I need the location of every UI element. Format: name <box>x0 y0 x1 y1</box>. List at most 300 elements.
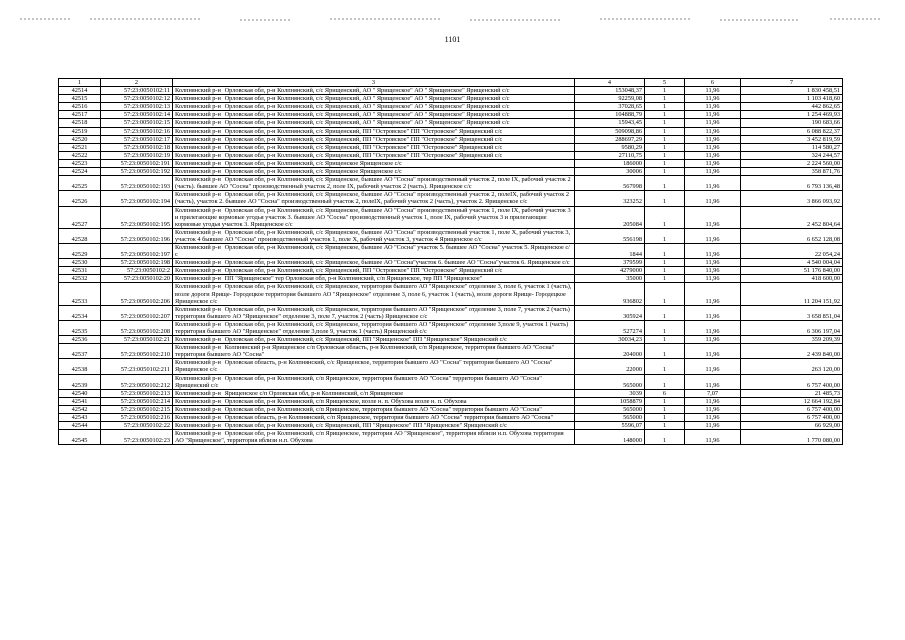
district-name: Колпнянский р-н <box>175 336 221 344</box>
cadastral-number: 57:23:0050102:15 <box>101 119 173 127</box>
rate-value: 11,96 <box>685 305 741 320</box>
cadastral-value: 6 652 128,08 <box>741 228 843 243</box>
address <box>173 119 575 127</box>
address-text: Орловская обл, р-н Колпнянский, с/с Ярищенский, ПП "Островское" ПП "Островское" Ярищенский с/с <box>224 127 503 135</box>
area-value: 104888,79 <box>575 111 645 119</box>
quantity-value: 6 <box>645 389 685 397</box>
column-header: 1 <box>59 79 101 87</box>
area-value: 565000 <box>575 414 645 422</box>
address <box>173 336 575 344</box>
address <box>173 159 575 167</box>
address-text: Колпнянский р-н Ярищенское с/п Орловская область, р-н Колпнянский, с/п Ярищенское, территория бывшего АО "Сосна" территория бывшего АО "Сосна" <box>175 344 555 359</box>
row-number: 42524 <box>59 168 101 176</box>
quantity-value: 1 <box>645 414 685 422</box>
district-name: Колпнянский р-н <box>175 127 221 135</box>
address-text: Орловская обл, р-н Колпнянский, с/с Ярищенский, АО " Ярищенское" АО " Ярищенское" Ярищенский с/с <box>224 103 510 111</box>
cadastral-value: 1 254 469,93 <box>741 111 843 119</box>
rate-value: 11,96 <box>685 359 741 374</box>
address-text: Орловская обл, р-н Колпнянский, с/с Ярищенское, бывшее АО "Сосна" производственный участок 2, полеIX, рабочий участок 2 (часть), участок 2. бывшее АО "Сосна" производственный участок 2, полеIX, рабочий участок 2 (часть), участок 2. Ярищенское с/с <box>175 191 570 206</box>
quantity-value: 1 <box>645 359 685 374</box>
row-number: 42516 <box>59 103 101 111</box>
district-name: Колпнянский р-н <box>175 397 221 405</box>
cadastral-number: 57:23:0050102:198 <box>101 259 173 267</box>
cadastral-value: 324 244,57 <box>741 151 843 159</box>
district-name: Колпнянский р-н <box>175 119 221 127</box>
area-value: 27110,75 <box>575 151 645 159</box>
column-header: 3 <box>173 79 575 87</box>
cadastral-number: 57:23:0050102:213 <box>101 389 173 397</box>
address <box>173 111 575 119</box>
address <box>173 228 575 243</box>
quantity-value: 1 <box>645 267 685 275</box>
column-header: 4 <box>575 79 645 87</box>
cadastral-number: 57:23:0050102:211 <box>101 359 173 374</box>
row-number: 42525 <box>59 176 101 191</box>
table-row <box>59 119 843 127</box>
address <box>173 243 575 258</box>
address-text: Орловская обл, р-н Колпнянский, с/с Ярищенский, АО " Ярищенское" АО " Ярищенское" Ярищенский с/с <box>224 119 510 127</box>
quantity-value: 1 <box>645 135 685 143</box>
address <box>173 206 575 228</box>
address-text: Орловская обл, р-н Колпнянский, с/с Ярищенское, территория бывшего АО "Ярищенское" отделение 3, поле 6, участок 1 (часть), возле дороги Ярище- Городецкое территория бывшего АО "Ярищенское" отделение 3, поле 6, участок 1 (часть), возле дороги Ярище- Городецкое Ярищенское с/с <box>175 283 572 305</box>
rate-value: 11,96 <box>685 422 741 430</box>
address-text: Орловская обл, р-н Колпнянский, с/с Ярищенское, бывшее АО "Сосна" участок 5. бывшее АО "Сосна" участок 5. Ярищенское с/с <box>175 243 570 259</box>
district-name: Колпнянский р-н <box>175 389 221 397</box>
cadastral-value: 114 580,27 <box>741 143 843 151</box>
district-name: Колпнянский р-н <box>175 320 221 328</box>
rate-value: 11,96 <box>685 119 741 127</box>
rate-value: 11,96 <box>685 87 741 95</box>
cadastral-value: 3 452 819,59 <box>741 135 843 143</box>
table-row <box>59 359 843 374</box>
district-name: Колпнянский р-н <box>175 374 221 382</box>
area-value: 9580,29 <box>575 143 645 151</box>
table-row <box>59 176 843 191</box>
rate-value: 11,96 <box>685 143 741 151</box>
cadastral-value: 3 658 851,04 <box>741 305 843 320</box>
column-header: 2 <box>101 79 173 87</box>
cadastral-number: 57:23:0050102:192 <box>101 168 173 176</box>
area-value: 92259,08 <box>575 95 645 103</box>
area-value: 3039 <box>575 389 645 397</box>
area-value: 22000 <box>575 359 645 374</box>
district-name: Колпнянский р-н <box>175 305 221 313</box>
row-number: 42523 <box>59 159 101 167</box>
address <box>173 283 575 305</box>
table-row <box>59 143 843 151</box>
quantity-value: 1 <box>645 206 685 228</box>
cadastral-value: 2 224 560,00 <box>741 159 843 167</box>
table-body <box>59 87 843 445</box>
address <box>173 305 575 320</box>
table-row <box>59 389 843 397</box>
cadastral-value: 6 306 197,04 <box>741 320 843 335</box>
table-row <box>59 305 843 320</box>
address-text: Орловская обл, р-н Колпнянский, с/п Ярищенское, территория АО "Ярищенское", территория вблизи н.п. Обухова территория АО "Ярищенское", территория вблизи н.п. Обухова <box>175 430 564 445</box>
row-number: 42531 <box>59 267 101 275</box>
table-row <box>59 320 843 335</box>
address <box>173 151 575 159</box>
row-number: 42541 <box>59 397 101 405</box>
cadastral-number: 57:23:0050102:214 <box>101 397 173 405</box>
address-text: Ярищенское с/п Орловская обл, р-н Колпнянский, с/п Ярищенское <box>224 389 404 397</box>
quantity-value: 1 <box>645 243 685 258</box>
row-number: 42535 <box>59 320 101 335</box>
rate-value: 11,96 <box>685 374 741 389</box>
rate-value: 7,07 <box>685 389 741 397</box>
cadastral-value: 3 866 093,92 <box>741 191 843 206</box>
rate-value: 11,96 <box>685 191 741 206</box>
address-text: Орловская обл, р-н Колпнянский, с/с Ярищенское, бывшее АО "Сосна" производственный участок 1, поле IX, рабочий участок 3 и прилегающие кормовые угодья участок 3. бывшее АО "Сосна" производственный участок 1, поле IX, рабочий участок 3 и прилегающие кормовые угодья участок 3. Ярищенское с/с <box>175 206 571 228</box>
district-name: Колпнянский р-н <box>175 359 221 367</box>
cadastral-value-table <box>58 78 843 445</box>
rate-value: 11,96 <box>685 168 741 176</box>
area-value: 936802 <box>575 283 645 305</box>
address <box>173 95 575 103</box>
address <box>173 397 575 405</box>
table-row <box>59 397 843 405</box>
area-value: 305924 <box>575 305 645 320</box>
area-value: 379599 <box>575 259 645 267</box>
quantity-value: 1 <box>645 119 685 127</box>
district-name: Колпнянский р-н <box>175 243 221 251</box>
table-row <box>59 259 843 267</box>
rate-value: 11,96 <box>685 111 741 119</box>
cadastral-value: 358 871,76 <box>741 168 843 176</box>
address <box>173 143 575 151</box>
cadastral-number: 57:23:0050102:16 <box>101 127 173 135</box>
area-value: 509098,86 <box>575 127 645 135</box>
area-value: 148000 <box>575 430 645 445</box>
cadastral-value: 6 757 400,00 <box>741 405 843 413</box>
cadastral-value: 6 088 822,37 <box>741 127 843 135</box>
cadastral-value: 21 485,73 <box>741 389 843 397</box>
row-number: 42533 <box>59 283 101 305</box>
district-name: Колпнянский р-н <box>175 135 221 143</box>
address-text: Орловская обл, р-н Колпнянский, с/с Ярищенское, бывшее АО "Сосна"участок 6. бывшее АО "Сосна"участок 6. Ярищенское с/с <box>224 259 570 267</box>
address-text: Орловская обл, р-н Колпнянский, с/с Ярищенский, ПП "Островское" ПП "Островское" Ярищенский с/с <box>224 267 503 275</box>
table-row <box>59 374 843 389</box>
district-name: Колпнянский р-н <box>175 159 221 167</box>
rate-value: 11,96 <box>685 206 741 228</box>
row-number: 42543 <box>59 414 101 422</box>
row-number: 42528 <box>59 228 101 243</box>
table-row <box>59 414 843 422</box>
district-name: Колпнянский р-н <box>175 103 221 111</box>
area-value: 556198 <box>575 228 645 243</box>
area-value: 186000 <box>575 159 645 167</box>
cadastral-value: 11 204 151,92 <box>741 283 843 305</box>
table-row <box>59 405 843 413</box>
district-name: Колпнянский р-н <box>175 422 221 430</box>
quantity-value: 1 <box>645 87 685 95</box>
address-text: Орловская обл, р-н Колпнянский, с/с Ярищенское, бывшее АО "Сосна" производственный участок 2, поле IX, рабочий участок 2 (часть). бывшее АО "Сосна" производственный участок 2, поле IX, рабочий участок 2 (часть). Ярищенское с/с <box>175 176 571 191</box>
area-value: 288697,29 <box>575 135 645 143</box>
area-value: 565000 <box>575 405 645 413</box>
address <box>173 259 575 267</box>
table-row <box>59 336 843 344</box>
row-number: 42529 <box>59 243 101 258</box>
rate-value: 11,96 <box>685 95 741 103</box>
row-number: 42526 <box>59 191 101 206</box>
row-number: 42514 <box>59 87 101 95</box>
district-name: Колпнянский р-н <box>175 168 221 176</box>
district-name: Колпнянский р-н <box>175 151 221 159</box>
address-text: Орловская обл, р-н Колпнянский, с/с Ярищенский, ПП "Ярищенское" ПП "Ярищенское" Ярищенский с/с <box>224 336 507 344</box>
quantity-value: 1 <box>645 159 685 167</box>
address-text: Орловская обл, р-н Колпнянский, с/п Ярищенское, территория бывшего АО "Сосна" территория бывшего АО "Сосна" <box>224 405 542 413</box>
address <box>173 87 575 95</box>
row-number: 42520 <box>59 135 101 143</box>
cadastral-value: 66 929,00 <box>741 422 843 430</box>
quantity-value: 1 <box>645 275 685 283</box>
table-row <box>59 283 843 305</box>
cadastral-value: 2 452 804,64 <box>741 206 843 228</box>
column-header: 5 <box>645 79 685 87</box>
cadastral-number: 57:23:0050102:13 <box>101 103 173 111</box>
rate-value: 11,96 <box>685 344 741 359</box>
table-row <box>59 127 843 135</box>
area-value: 5596,07 <box>575 422 645 430</box>
quantity-value: 1 <box>645 191 685 206</box>
row-number: 42544 <box>59 422 101 430</box>
cadastral-number: 57:23:0050102:196 <box>101 228 173 243</box>
quantity-value: 1 <box>645 422 685 430</box>
quantity-value: 1 <box>645 336 685 344</box>
address-text: Орловская обл, р-н Колпнянский, с/с Ярищенский, АО " Ярищенское" АО " Ярищенское" Ярищенский с/с <box>224 111 510 119</box>
district-name: Колпнянский р-н <box>175 259 221 267</box>
cadastral-number: 57:23:0050102:208 <box>101 320 173 335</box>
district-name: Колпнянский р-н <box>175 275 221 283</box>
cadastral-number: 57:23:0050102:206 <box>101 283 173 305</box>
district-name: Колпнянский р-н <box>175 143 221 151</box>
address-text: Орловская обл, р-н Колпнянский, с/с Ярищенское Ярищенское с/с <box>224 168 402 176</box>
area-value: 204000 <box>575 344 645 359</box>
quantity-value: 1 <box>645 127 685 135</box>
district-name: Колпнянский р-н <box>175 405 221 413</box>
rate-value: 11,96 <box>685 336 741 344</box>
area-value: 323252 <box>575 191 645 206</box>
address <box>173 320 575 335</box>
address <box>173 374 575 389</box>
cadastral-value: 51 176 840,00 <box>741 267 843 275</box>
rate-value: 11,96 <box>685 135 741 143</box>
cadastral-number: 57:23:0050102:14 <box>101 111 173 119</box>
area-value: 1844 <box>575 243 645 258</box>
address <box>173 103 575 111</box>
quantity-value: 1 <box>645 305 685 320</box>
district-name: Колпнянский р-н <box>175 111 221 119</box>
address <box>173 135 575 143</box>
cadastral-number: 57:23:0050102:194 <box>101 191 173 206</box>
address-text: Орловская обл, р-н Колпнянский, с/с Ярищенское Ярищенское с/с <box>224 159 402 167</box>
rate-value: 11,96 <box>685 275 741 283</box>
table-row <box>59 422 843 430</box>
row-number: 42534 <box>59 305 101 320</box>
cadastral-number: 57:23:0050102:197 <box>101 243 173 258</box>
address <box>173 168 575 176</box>
quantity-value: 1 <box>645 283 685 305</box>
table-row <box>59 159 843 167</box>
area-value: 153048,37 <box>575 87 645 95</box>
table-row <box>59 228 843 243</box>
rate-value: 11,96 <box>685 243 741 258</box>
area-value: 35000 <box>575 275 645 283</box>
address-text: Орловская обл, р-н Колпнянский, с/с Ярищенское, территория бывшего АО "Ярищенское" отделение 3,поле 9, участок 1 (часть) территория бывшего АО "Ярищенское" отделение 3,поле 9, участок 1 (часть) Ярищенский с/с <box>175 320 569 335</box>
address <box>173 191 575 206</box>
table-row <box>59 135 843 143</box>
rate-value: 11,96 <box>685 397 741 405</box>
address <box>173 176 575 191</box>
cadastral-number: 57:23:0050102:210 <box>101 344 173 359</box>
row-number: 42536 <box>59 336 101 344</box>
quantity-value: 1 <box>645 344 685 359</box>
quantity-value: 1 <box>645 228 685 243</box>
cadastral-number: 57:23:0050102:212 <box>101 374 173 389</box>
rate-value: 11,96 <box>685 320 741 335</box>
scan-header-artifacts <box>0 16 905 24</box>
cadastral-value: 1 770 080,00 <box>741 430 843 445</box>
rate-value: 11,96 <box>685 259 741 267</box>
address <box>173 127 575 135</box>
address <box>173 389 575 397</box>
table-row <box>59 267 843 275</box>
rate-value: 11,96 <box>685 176 741 191</box>
cadastral-value: 263 120,00 <box>741 359 843 374</box>
cadastral-number: 57:23:0050102:216 <box>101 414 173 422</box>
address-text: Орловская обл, р-н Колпнянский, с/п Ярищенское, территория бывшего АО "Сосна" территория бывшего АО "Сосна" Ярищенский с/с <box>175 374 542 389</box>
address-text: Орловская обл, р-н Колпнянский, с/с Ярищенское, бывшее АО "Сосна" производственный участок 1, поле X, рабочий участок 3, участок 4 бывшее АО "Сосна" производственный участок 1, поле X, рабочий участок 3, участок 4 Ярищенское с/с <box>175 228 571 243</box>
table-row <box>59 344 843 359</box>
cadastral-value: 4 540 004,04 <box>741 259 843 267</box>
cadastral-number: 57:23:0050102:193 <box>101 176 173 191</box>
quantity-value: 1 <box>645 397 685 405</box>
district-name: Колпнянский р-н <box>175 414 221 422</box>
district-name: Колпнянский р-н <box>175 87 221 95</box>
table-row <box>59 430 843 445</box>
rate-value: 11,96 <box>685 405 741 413</box>
cadastral-number: 57:23:0050102:22 <box>101 422 173 430</box>
area-value: 205084 <box>575 206 645 228</box>
quantity-value: 1 <box>645 168 685 176</box>
address-text: Орловская обл, р-н Колпнянский, с/с Ярищенское, территория бывшего АО "Ярищенское" отделение 3, поле 7, участок 2 (часть) территория бывшего АО "Ярищенское" отделение 3, поле 7, участок 2 (часть) Ярищенское с/с <box>175 305 570 320</box>
rate-value: 11,96 <box>685 103 741 111</box>
column-header: 7 <box>741 79 843 87</box>
row-number: 42515 <box>59 95 101 103</box>
cadastral-value: 1 103 418,60 <box>741 95 843 103</box>
district-name: Колпнянский р-н <box>175 228 221 236</box>
row-number: 42532 <box>59 275 101 283</box>
row-number: 42517 <box>59 111 101 119</box>
row-number: 42522 <box>59 151 101 159</box>
quantity-value: 1 <box>645 176 685 191</box>
address-text: Орловская обл, р-н Колпнянский, с/с Ярищенский, ПП "Островское" ПП "Островское" Ярищенский с/с <box>224 151 503 159</box>
table-row <box>59 206 843 228</box>
area-value: 4279000 <box>575 267 645 275</box>
row-number: 42521 <box>59 143 101 151</box>
cadastral-number: 57:23:0050102:207 <box>101 305 173 320</box>
row-number: 42537 <box>59 344 101 359</box>
row-number: 42538 <box>59 359 101 374</box>
rate-value: 11,96 <box>685 267 741 275</box>
table-row <box>59 275 843 283</box>
district-name: Колпнянский р-н <box>175 95 221 103</box>
row-number: 42519 <box>59 127 101 135</box>
cadastral-number: 57:23:0050102:19 <box>101 151 173 159</box>
row-number: 42539 <box>59 374 101 389</box>
cadastral-value: 22 054,24 <box>741 243 843 258</box>
quantity-value: 1 <box>645 405 685 413</box>
district-name: Колпнянский р-н <box>175 283 221 291</box>
cadastral-number: 57:23:0050102:23 <box>101 430 173 445</box>
address <box>173 430 575 445</box>
column-header: 6 <box>685 79 741 87</box>
cadastral-value: 6 793 136,48 <box>741 176 843 191</box>
address-text: Орловская область, р-н Колпнянский, с/с Ярищенское, территория бывшего АО "Сосна" территория бывшего АО "Сосна" Ярищенское с/с <box>175 359 553 374</box>
cadastral-number: 57:23:0050102:2 <box>101 267 173 275</box>
row-number: 42518 <box>59 119 101 127</box>
address-text: Орловская область, р-н Колпнянский, с/п Ярищенское, территория бывшего АО "Сосна" территория бывшего АО "Сосна" <box>224 414 554 422</box>
cadastral-number: 57:23:0050102:20 <box>101 275 173 283</box>
quantity-value: 1 <box>645 95 685 103</box>
rate-value: 11,96 <box>685 430 741 445</box>
address-text: Орловская обл, р-н Колпнянский, с/с Ярищенский, АО " Ярищенское" АО " Ярищенское" Ярищенский с/с <box>224 87 510 95</box>
address <box>173 414 575 422</box>
district-name: Колпнянский р-н <box>175 176 221 184</box>
cadastral-number: 57:23:0050102:12 <box>101 95 173 103</box>
cadastral-number: 57:23:0050102:195 <box>101 206 173 228</box>
address <box>173 359 575 374</box>
area-value: 567998 <box>575 176 645 191</box>
area-value: 565000 <box>575 374 645 389</box>
cadastral-value: 442 862,65 <box>741 103 843 111</box>
quantity-value: 1 <box>645 151 685 159</box>
cadastral-number: 57:23:0050102:191 <box>101 159 173 167</box>
cadastral-value: 12 664 192,84 <box>741 397 843 405</box>
rate-value: 11,96 <box>685 228 741 243</box>
rate-value: 11,96 <box>685 283 741 305</box>
area-value: 15943,45 <box>575 119 645 127</box>
cadastral-number: 57:23:0050102:21 <box>101 336 173 344</box>
address-text: Орловская обл, р-н Колпнянский, с/с Ярищенский, АО " Ярищенское" АО " Ярищенское" Ярищенский с/с <box>224 95 510 103</box>
row-number: 42540 <box>59 389 101 397</box>
table-row <box>59 191 843 206</box>
table-header-row <box>59 79 843 87</box>
district-name: Колпнянский р-н <box>175 344 221 352</box>
address-text: Орловская обл, р-н Колпнянский, с/п Ярищенское, возле н. п. Обухова возле н. п. Обухова <box>224 397 467 405</box>
table-row <box>59 111 843 119</box>
cadastral-value: 2 439 840,00 <box>741 344 843 359</box>
address-text: ПП "Ярищенское" тер Орловская обл, р-н Колпнянский, с/п Ярищенское, тер ПП "Ярищенское" <box>224 275 483 283</box>
cadastral-number: 57:23:0050102:11 <box>101 87 173 95</box>
quantity-value: 1 <box>645 374 685 389</box>
district-name: Колпнянский р-н <box>175 191 221 199</box>
area-value: 527274 <box>575 320 645 335</box>
cadastral-number: 57:23:0050102:18 <box>101 143 173 151</box>
page-number: 1101 <box>444 35 461 44</box>
row-number: 42545 <box>59 430 101 445</box>
address <box>173 422 575 430</box>
table-row <box>59 151 843 159</box>
address <box>173 267 575 275</box>
area-value: 1058879 <box>575 397 645 405</box>
table-row <box>59 103 843 111</box>
district-name: Колпнянский р-н <box>175 206 221 214</box>
district-name: Колпнянский р-н <box>175 267 221 275</box>
rate-value: 11,96 <box>685 151 741 159</box>
row-number: 42542 <box>59 405 101 413</box>
cadastral-value: 6 757 400,00 <box>741 414 843 422</box>
